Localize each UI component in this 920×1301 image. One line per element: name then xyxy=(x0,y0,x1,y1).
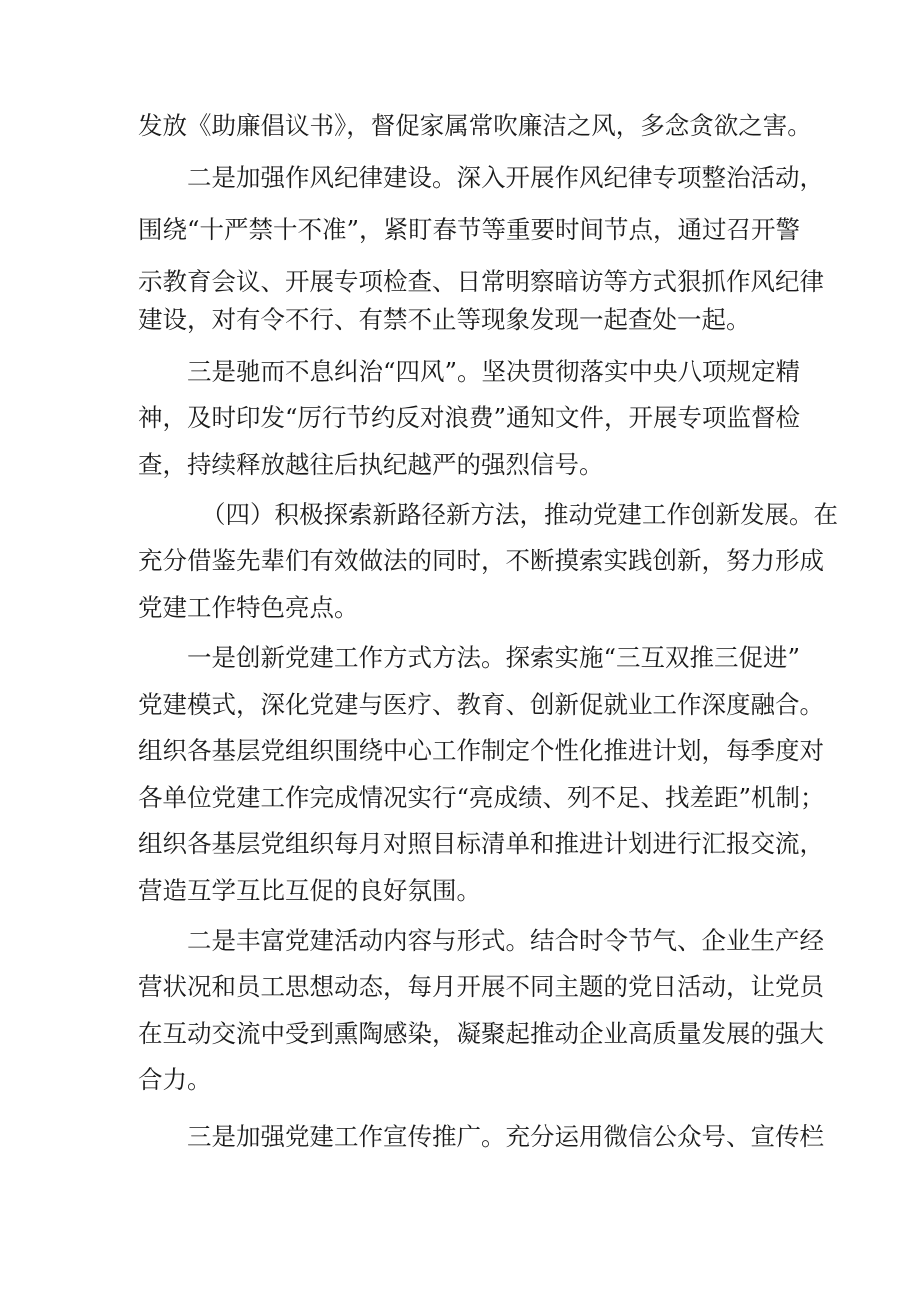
text-line: 营造互学互比互促的良好氛围。 xyxy=(138,876,481,905)
text-line: 充分借鉴先辈们有效做法的同时，不断摸索实践创新，努力形成 xyxy=(138,546,824,575)
text-line: 各单位党建工作完成情况实行“亮成绩、列不足、找差距”机制； xyxy=(138,783,825,812)
text-line: 营状况和员工思想动态，每月开展不同主题的党日活动，让党员 xyxy=(138,972,824,1001)
text-line: 发放《助廉倡议书》，督促家属常吹廉洁之风，多念贪欲之害。 xyxy=(138,111,812,140)
text-line: 二是丰富党建活动内容与形式。结合时令节气、企业生产经 xyxy=(187,926,824,955)
text-line: 围绕“十严禁十不准”，紧盯春节等重要时间节点，通过召开警 xyxy=(138,215,801,244)
text-line: 三是驰而不息纠治“四风”。坚决贯彻落实中央八项规定精 xyxy=(187,357,801,386)
text-line: 合力。 xyxy=(138,1065,212,1094)
text-line: 二是加强作风纪律建设。深入开展作风纪律专项整治活动， xyxy=(187,163,824,192)
text-line: 一是创新党建工作方式方法。探索实施“三互双推三促进” xyxy=(187,643,801,672)
section-heading-line: （四）积极探索新路径新方法，推动党建工作创新发展。在 xyxy=(201,500,838,529)
text-line: 三是加强党建工作宣传推广。充分运用微信公众号、宣传栏 xyxy=(187,1122,824,1151)
text-line: 在互动交流中受到熏陶感染，凝聚起推动企业高质量发展的强大 xyxy=(138,1019,824,1048)
text-line: 党建工作特色亮点。 xyxy=(138,593,359,622)
text-line: 建设，对有令不行、有禁不止等现象发现一起查处一起。 xyxy=(138,305,751,334)
text-line: 查，持续释放越往后执纪越严的强烈信号。 xyxy=(138,450,604,479)
text-line: 组织各基层党组织每月对照目标清单和推进计划进行汇报交流， xyxy=(138,829,824,858)
text-line: 示教育会议、开展专项检查、日常明察暗访等方式狠抓作风纪律 xyxy=(138,267,824,296)
text-line: 组织各基层党组织围绕中心工作制定个性化推进计划，每季度对 xyxy=(138,736,824,765)
text-line: 神，及时印发“厉行节约反对浪费”通知文件，开展专项监督检 xyxy=(138,403,801,432)
text-line: 党建模式，深化党建与医疗、教育、创新促就业工作深度融合。 xyxy=(138,690,824,719)
